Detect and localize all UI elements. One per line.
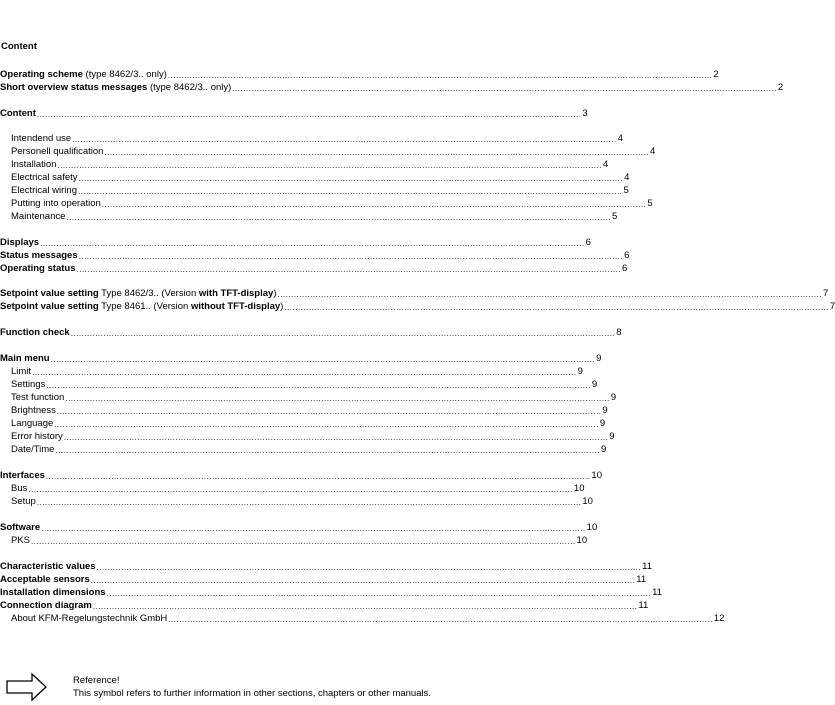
toc-entry[interactable] xyxy=(0,560,652,572)
toc-subentry[interactable] xyxy=(11,495,593,507)
toc-entry-title xyxy=(11,613,167,624)
toc-entry-title-part: Installation xyxy=(11,159,57,170)
toc-subentry[interactable] xyxy=(11,391,617,403)
toc-entry-title-part: Personell qualification xyxy=(11,146,104,157)
toc-entry-title-part: Setpoint value setting xyxy=(0,301,99,312)
toc-entry-title-part: Content xyxy=(0,108,36,119)
toc-entry-title xyxy=(11,444,54,455)
toc-dot-leader: ........................................................................................................................................................................................................ xyxy=(104,148,649,157)
toc-page-number: 6 xyxy=(622,263,628,274)
toc-page-number: 7 xyxy=(829,301,835,312)
toc-entry-title-part: Setup xyxy=(11,496,36,507)
toc-entry-title xyxy=(11,198,101,209)
toc-entry-title xyxy=(11,483,27,494)
toc-dot-leader: ........................................................................................................................................................................................................ xyxy=(106,589,652,598)
toc-entry[interactable] xyxy=(0,236,591,248)
reference-text: This symbol refers to further information in other sections, chapters or other manuals. xyxy=(73,688,431,699)
toc-subentry[interactable] xyxy=(11,417,606,429)
toc-entry[interactable] xyxy=(0,287,829,299)
toc-entry-title-part: Limit xyxy=(11,366,32,377)
toc-subentry[interactable] xyxy=(11,404,608,416)
toc-page-number: 7 xyxy=(823,288,829,299)
toc-entry-title-part: Settings xyxy=(11,379,46,390)
toc-entry-title-part: (type 8462/3.. only) xyxy=(82,69,167,80)
toc-page-number: 9 xyxy=(591,379,598,390)
toc-entry-title-part: Intendend use xyxy=(11,133,72,144)
toc-entry-title-part: Main menu xyxy=(0,353,50,364)
toc-entry-title-part: without TFT-display xyxy=(190,301,281,312)
right-arrow-outline-icon xyxy=(6,672,48,702)
toc-dot-leader: ........................................................................................................................................................................................................ xyxy=(55,446,600,455)
toc-entry-title xyxy=(0,522,40,533)
toc-page-number: 4 xyxy=(602,159,609,170)
toc-entry-title-part: Brightness xyxy=(11,405,56,416)
toc-entry-title xyxy=(11,379,45,390)
toc-page-number: 5 xyxy=(647,198,653,209)
toc-entry-title xyxy=(0,301,283,312)
toc-entry-title-part: Type 8462/3.. (Version xyxy=(98,288,199,299)
toc-dot-leader: ........................................................................................................................................................................................................ xyxy=(90,576,636,585)
toc-entry-title-part: (type 8462/3.. only) xyxy=(147,82,232,93)
toc-entry-title xyxy=(0,587,106,598)
toc-entry-title xyxy=(11,211,65,222)
toc-entry-title-part: Interfaces xyxy=(0,470,45,481)
toc-dot-leader: ........................................................................................................................................................................................................ xyxy=(54,420,599,429)
toc-entry[interactable] xyxy=(0,352,602,364)
toc-dot-leader: ........................................................................................................................................................................................................ xyxy=(65,394,610,403)
toc-dot-leader: ........................................................................................................................................................................................................ xyxy=(72,135,617,144)
toc-entry-title-part: Bus xyxy=(11,483,28,494)
toc-dot-leader: ........................................................................................................................................................................................................ xyxy=(31,537,576,546)
toc-dot-leader: ........................................................................................................................................................................................................ xyxy=(101,200,647,209)
toc-entry-title-part: Error history xyxy=(11,431,63,442)
toc-dot-leader: ........................................................................................................................................................................................................ xyxy=(36,110,582,119)
toc-entry-title xyxy=(0,288,276,299)
toc-page-number: 2 xyxy=(713,69,719,80)
toc-page-number: 9 xyxy=(610,392,617,403)
toc-page-number: 6 xyxy=(585,237,591,248)
toc-page-number: 2 xyxy=(777,82,784,93)
toc-entry-title-part: Setpoint value setting xyxy=(0,288,99,299)
toc-entry-title-part: Installation dimensions xyxy=(0,587,106,598)
toc-entry-title xyxy=(0,561,96,572)
toc-dot-leader: ........................................................................................................................................................................................................ xyxy=(284,303,829,312)
page-title: Content xyxy=(1,41,37,52)
toc-entry-title xyxy=(11,172,78,183)
toc-dot-leader: ........................................................................................................................................................................................................ xyxy=(78,187,623,196)
toc-entry[interactable] xyxy=(0,107,588,119)
toc-subentry[interactable] xyxy=(11,443,607,455)
toc-dot-leader: ........................................................................................................................................................................................................ xyxy=(277,290,823,299)
toc-page-number: 10 xyxy=(573,483,585,494)
toc-page-number: 4 xyxy=(617,133,624,144)
toc-entry[interactable] xyxy=(0,68,719,80)
toc-entry-title xyxy=(11,185,77,196)
toc-entry[interactable] xyxy=(0,249,630,261)
toc-entry-title-part: Acceptable sensors xyxy=(0,574,90,585)
toc-entry-title xyxy=(11,535,30,546)
toc-dot-leader: ........................................................................................................................................................................................................ xyxy=(28,485,573,494)
toc-entry-title xyxy=(0,250,78,261)
toc-entry-title-part: Displays xyxy=(0,237,40,248)
toc-entry-title xyxy=(0,470,45,481)
toc-subentry[interactable] xyxy=(11,482,585,494)
toc-entry-title-part: Electrical safety xyxy=(11,172,78,183)
toc-entry-title-part: Characteristic values xyxy=(0,561,96,572)
toc-entry-title xyxy=(0,237,39,248)
toc-entry-title-part: Operating status xyxy=(0,263,76,274)
toc-dot-leader: ........................................................................................................................................................................................................ xyxy=(92,602,638,611)
toc-dot-leader: ........................................................................................................................................................................................................ xyxy=(41,524,586,533)
toc-entry-title xyxy=(0,69,167,80)
reference-title: Reference! xyxy=(73,675,120,686)
toc-entry-title-part: Short overview status messages xyxy=(0,82,148,93)
toc-subentry[interactable] xyxy=(11,158,609,170)
toc-entry-title-part: ) xyxy=(280,301,284,312)
toc-page-number: 4 xyxy=(624,172,630,183)
toc-page-number: 3 xyxy=(582,108,588,119)
toc-subentry[interactable] xyxy=(11,171,630,183)
toc-entry-title-part: Date/Time xyxy=(11,444,55,455)
toc-entry-title-part: PKS xyxy=(11,535,31,546)
toc-entry[interactable] xyxy=(0,81,784,93)
toc-entry[interactable] xyxy=(0,586,662,598)
toc-entry-title xyxy=(11,366,31,377)
toc-page-number: 10 xyxy=(576,535,588,546)
toc-entry-title-part: Connection diagram xyxy=(0,600,92,611)
toc-dot-leader: ........................................................................................................................................................................................................ xyxy=(40,239,585,248)
toc-dot-leader: ........................................................................................................................................................................................................ xyxy=(57,161,602,170)
toc-entry-title-part: About KFM-Regelungstechnik GmbH xyxy=(11,613,168,624)
toc-entry-title-part: Software xyxy=(0,522,41,533)
toc-page-number: 10 xyxy=(591,470,602,481)
toc-dot-leader: ........................................................................................................................................................................................................ xyxy=(96,563,642,572)
toc-page-number: 8 xyxy=(616,327,622,338)
toc-dot-leader: ........................................................................................................................................................................................................ xyxy=(232,84,777,93)
toc-entry-title xyxy=(11,146,103,157)
toc-entry-title xyxy=(0,108,36,119)
toc-subentry[interactable] xyxy=(11,184,629,196)
toc-entry[interactable] xyxy=(0,300,835,312)
toc-dot-leader: ........................................................................................................................................................................................................ xyxy=(45,472,591,481)
toc-dot-leader: ........................................................................................................................................................................................................ xyxy=(168,615,713,624)
toc-subentry[interactable] xyxy=(11,612,725,624)
toc-entry[interactable] xyxy=(0,262,628,274)
toc-entry-title xyxy=(11,496,36,507)
toc-dot-leader: ........................................................................................................................................................................................................ xyxy=(32,368,577,377)
toc-entry-title xyxy=(0,263,76,274)
toc-entry-title-part: Type 8461.. (Version xyxy=(98,301,191,312)
toc-entry[interactable] xyxy=(0,469,602,481)
toc-entry[interactable] xyxy=(0,326,622,338)
toc-entry-title xyxy=(11,405,56,416)
toc-entry-title-part: Electrical wiring xyxy=(11,185,77,196)
toc-page-number: 11 xyxy=(636,574,647,585)
toc-dot-leader: ........................................................................................................................................................................................................ xyxy=(76,265,622,274)
toc-dot-leader: ........................................................................................................................................................................................................ xyxy=(78,252,624,261)
toc-entry-title-part: with TFT-display xyxy=(198,288,274,299)
toc-subentry[interactable] xyxy=(11,430,615,442)
toc-entry[interactable] xyxy=(0,573,647,585)
toc-dot-leader: ........................................................................................................................................................................................................ xyxy=(70,329,616,338)
toc-page-number: 6 xyxy=(624,250,630,261)
toc-page-number: 9 xyxy=(599,418,606,429)
toc-page-number: 11 xyxy=(642,561,652,572)
toc-page-number: 9 xyxy=(602,405,608,416)
toc-page-number: 9 xyxy=(609,431,615,442)
toc-entry-title-part: Language xyxy=(11,418,54,429)
toc-dot-leader: ........................................................................................................................................................................................................ xyxy=(46,381,591,390)
toc-page-number: 11 xyxy=(652,587,662,598)
toc-dot-leader: ........................................................................................................................................................................................................ xyxy=(50,355,596,364)
toc-subentry[interactable] xyxy=(11,197,653,209)
toc-dot-leader: ........................................................................................................................................................................................................ xyxy=(36,498,582,507)
toc-entry-title xyxy=(11,159,56,170)
toc-page-number: 12 xyxy=(713,613,725,624)
toc-dot-leader: ........................................................................................................................................................................................................ xyxy=(63,433,609,442)
toc-page-number: 9 xyxy=(596,353,602,364)
toc-page-number: 9 xyxy=(601,444,607,455)
toc-entry-title-part: Status messages xyxy=(0,250,78,261)
toc-entry-title xyxy=(11,431,63,442)
toc-subentry[interactable] xyxy=(11,534,588,546)
toc-subentry[interactable] xyxy=(11,378,598,390)
toc-entry-title xyxy=(0,574,90,585)
toc-page-number: 9 xyxy=(577,366,583,377)
toc-entry-title-part: Putting into operation xyxy=(11,198,101,209)
toc-dot-leader: ........................................................................................................................................................................................................ xyxy=(56,407,602,416)
toc-entry-title-part: Function check xyxy=(0,327,70,338)
toc-entry-title-part: Test function xyxy=(11,392,65,403)
toc-page-number: 5 xyxy=(623,185,629,196)
toc-entry-title xyxy=(0,600,92,611)
toc-subentry[interactable] xyxy=(11,132,624,144)
toc-entry[interactable] xyxy=(0,599,649,611)
toc-entry-title-part: Maintenance xyxy=(11,211,66,222)
toc-entry-title xyxy=(11,418,53,429)
toc-entry-title-part: ) xyxy=(273,288,277,299)
toc-dot-leader: ........................................................................................................................................................................................................ xyxy=(78,174,624,183)
toc-entry-title xyxy=(11,392,64,403)
toc-page-number: 11 xyxy=(638,600,649,611)
toc-subentry[interactable] xyxy=(11,365,583,377)
toc-page-number: 10 xyxy=(582,496,593,507)
toc-entry-title-part: Operating scheme xyxy=(0,69,83,80)
toc-page-number: 4 xyxy=(649,146,656,157)
toc-page-number: 5 xyxy=(611,211,618,222)
toc-entry-title xyxy=(11,133,71,144)
toc-entry-title xyxy=(0,82,231,93)
toc-dot-leader: ........................................................................................................................................................................................................ xyxy=(66,213,611,222)
toc-page-number: 10 xyxy=(586,522,598,533)
toc-entry[interactable] xyxy=(0,521,598,533)
toc-dot-leader: ........................................................................................................................................................................................................ xyxy=(167,71,713,80)
toc-subentry[interactable] xyxy=(11,145,656,157)
toc-subentry[interactable] xyxy=(11,210,618,222)
toc-entry-title xyxy=(0,353,50,364)
toc-entry-title xyxy=(0,327,70,338)
